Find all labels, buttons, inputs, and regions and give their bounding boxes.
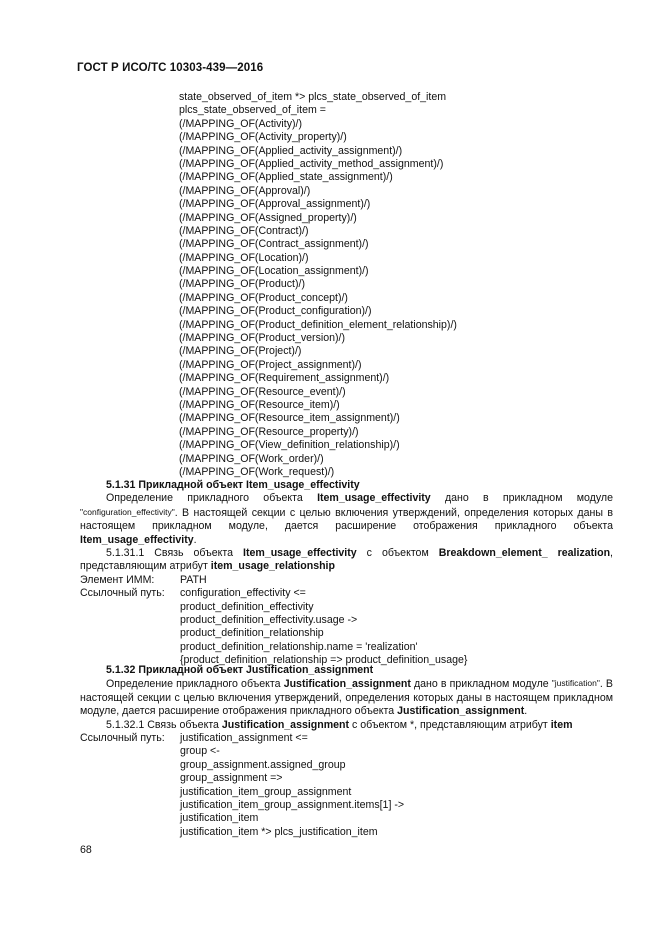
- path-line: justification_item: [180, 812, 259, 825]
- path-line: product_definition_relationship: [180, 627, 324, 640]
- subsection-paragraph: 5.1.32.1 Связь объекта Justification_assignment с объектом *, представляющим атрибут item: [106, 718, 573, 731]
- mapping-line: (/MAPPING_OF(Resource_property)/): [179, 425, 359, 438]
- mapping-line: (/MAPPING_OF(Resource_event)/): [179, 385, 346, 398]
- path-line: {product_definition_relationship => product_definition_usage}: [180, 654, 468, 667]
- mapping-line: (/MAPPING_OF(Contract)/): [179, 224, 309, 237]
- path-line: product_definition_effectivity.usage ->: [180, 614, 358, 627]
- mapping-line: (/MAPPING_OF(Location_assignment)/): [179, 265, 369, 278]
- mapping-line: (/MAPPING_OF(Applied_activity_method_assignment)/): [179, 157, 444, 170]
- element-row: [80, 574, 613, 587]
- mapping-line: (/MAPPING_OF(Activity)/): [179, 117, 303, 130]
- mapping-line: (/MAPPING_OF(Location)/): [179, 251, 309, 264]
- mapping-line: (/MAPPING_OF(Approval_assignment)/): [179, 198, 371, 211]
- path-line: product_definition_relationship.name = 'realization': [180, 640, 418, 653]
- path-line: product_definition_effectivity: [180, 600, 314, 613]
- path-line: configuration_effectivity <=: [180, 587, 306, 600]
- mapping-line: (/MAPPING_OF(Assigned_property)/): [179, 211, 357, 224]
- path-line: group_assignment =>: [180, 772, 283, 785]
- mapping-line: (/MAPPING_OF(Project_assignment)/): [179, 358, 362, 371]
- section-paragraph: Определение прикладного объекта Justification_assignment дано в прикладном модуле "justification". В настоящей секции с целью включения утверждений, определения которых даны в настоящем прикладном модуле, дается расширение отображения прикладного объекта Justification_assignment.: [80, 678, 613, 718]
- reference-path-row: [80, 587, 613, 600]
- mapping-line: (/MAPPING_OF(Product_concept)/): [179, 291, 348, 304]
- page-number: 68: [80, 844, 92, 856]
- path-line: group_assignment.assigned_group: [180, 758, 346, 771]
- mapping-line: (/MAPPING_OF(Applied_state_assignment)/): [179, 171, 393, 184]
- mapping-line: (/MAPPING_OF(Work_request)/): [179, 465, 335, 478]
- path-line: justification_item_group_assignment: [180, 785, 352, 798]
- mapping-line: plcs_state_observed_of_item =: [179, 104, 326, 117]
- element-label: Элемент ИММ:: [80, 573, 155, 586]
- subsection-paragraph: 5.1.31.1 Связь объекта Item_usage_effectivity с объектом Breakdown_element_ realization, представляющим атрибут item_usage_relationship: [80, 547, 613, 573]
- mapping-line: (/MAPPING_OF(Project)/): [179, 345, 302, 358]
- mapping-line: (/MAPPING_OF(Activity_property)/): [179, 131, 347, 144]
- section-paragraph: Определение прикладного объекта Item_usage_effectivity дано в прикладном модуле "configuration_effectivity". В настоящей секции с целью включения утверждений, определения которых даны в настоящем прикладном модуле, дается расширение отображения прикладного объекта Item_usage_effectivity.: [80, 492, 613, 546]
- section-heading: 5.1.32 Прикладной объект Justification_assignment: [106, 664, 374, 676]
- element-value: PATH: [180, 573, 207, 586]
- module-reference: "justification": [551, 678, 600, 689]
- path-line: group <-: [180, 745, 220, 758]
- mapping-line: (/MAPPING_OF(Resource_item)/): [179, 398, 340, 411]
- mapping-line: (/MAPPING_OF(Approval)/): [179, 184, 311, 197]
- mapping-line: (/MAPPING_OF(Product_configuration)/): [179, 305, 372, 318]
- reference-path-row: [80, 732, 613, 745]
- mapping-block: [179, 91, 457, 479]
- mapping-line: (/MAPPING_OF(Applied_activity_assignment)/): [179, 144, 403, 157]
- reference-path-label: Ссылочный путь:: [80, 732, 165, 745]
- section-5-1-32: [80, 664, 613, 839]
- path-line: justification_item *> plcs_justification_item: [180, 825, 378, 838]
- section-heading: 5.1.31 Прикладной объект Item_usage_effectivity: [106, 479, 360, 491]
- path-line: justification_assignment <=: [180, 732, 308, 745]
- mapping-line: (/MAPPING_OF(Requirement_assignment)/): [179, 372, 390, 385]
- mapping-line: (/MAPPING_OF(View_definition_relationship)/): [179, 439, 400, 452]
- mapping-line: state_observed_of_item *> plcs_state_observed_of_item: [179, 91, 447, 103]
- mapping-line: (/MAPPING_OF(Product_definition_element_relationship)/): [179, 318, 457, 331]
- module-reference: "configuration_effectivity": [80, 506, 175, 517]
- mapping-line: (/MAPPING_OF(Resource_item_assignment)/): [179, 412, 400, 425]
- reference-path-label: Ссылочный путь:: [80, 587, 165, 600]
- mapping-line: (/MAPPING_OF(Product)/): [179, 278, 305, 291]
- page-header: ГОСТ Р ИСО/ТС 10303-439—2016: [77, 62, 264, 74]
- path-line: justification_item_group_assignment.items[1] ->: [180, 799, 405, 812]
- mapping-line: (/MAPPING_OF(Contract_assignment)/): [179, 238, 369, 251]
- section-5-1-31: [80, 479, 613, 668]
- mapping-line: (/MAPPING_OF(Work_order)/): [179, 452, 324, 465]
- mapping-line: (/MAPPING_OF(Product_version)/): [179, 332, 346, 345]
